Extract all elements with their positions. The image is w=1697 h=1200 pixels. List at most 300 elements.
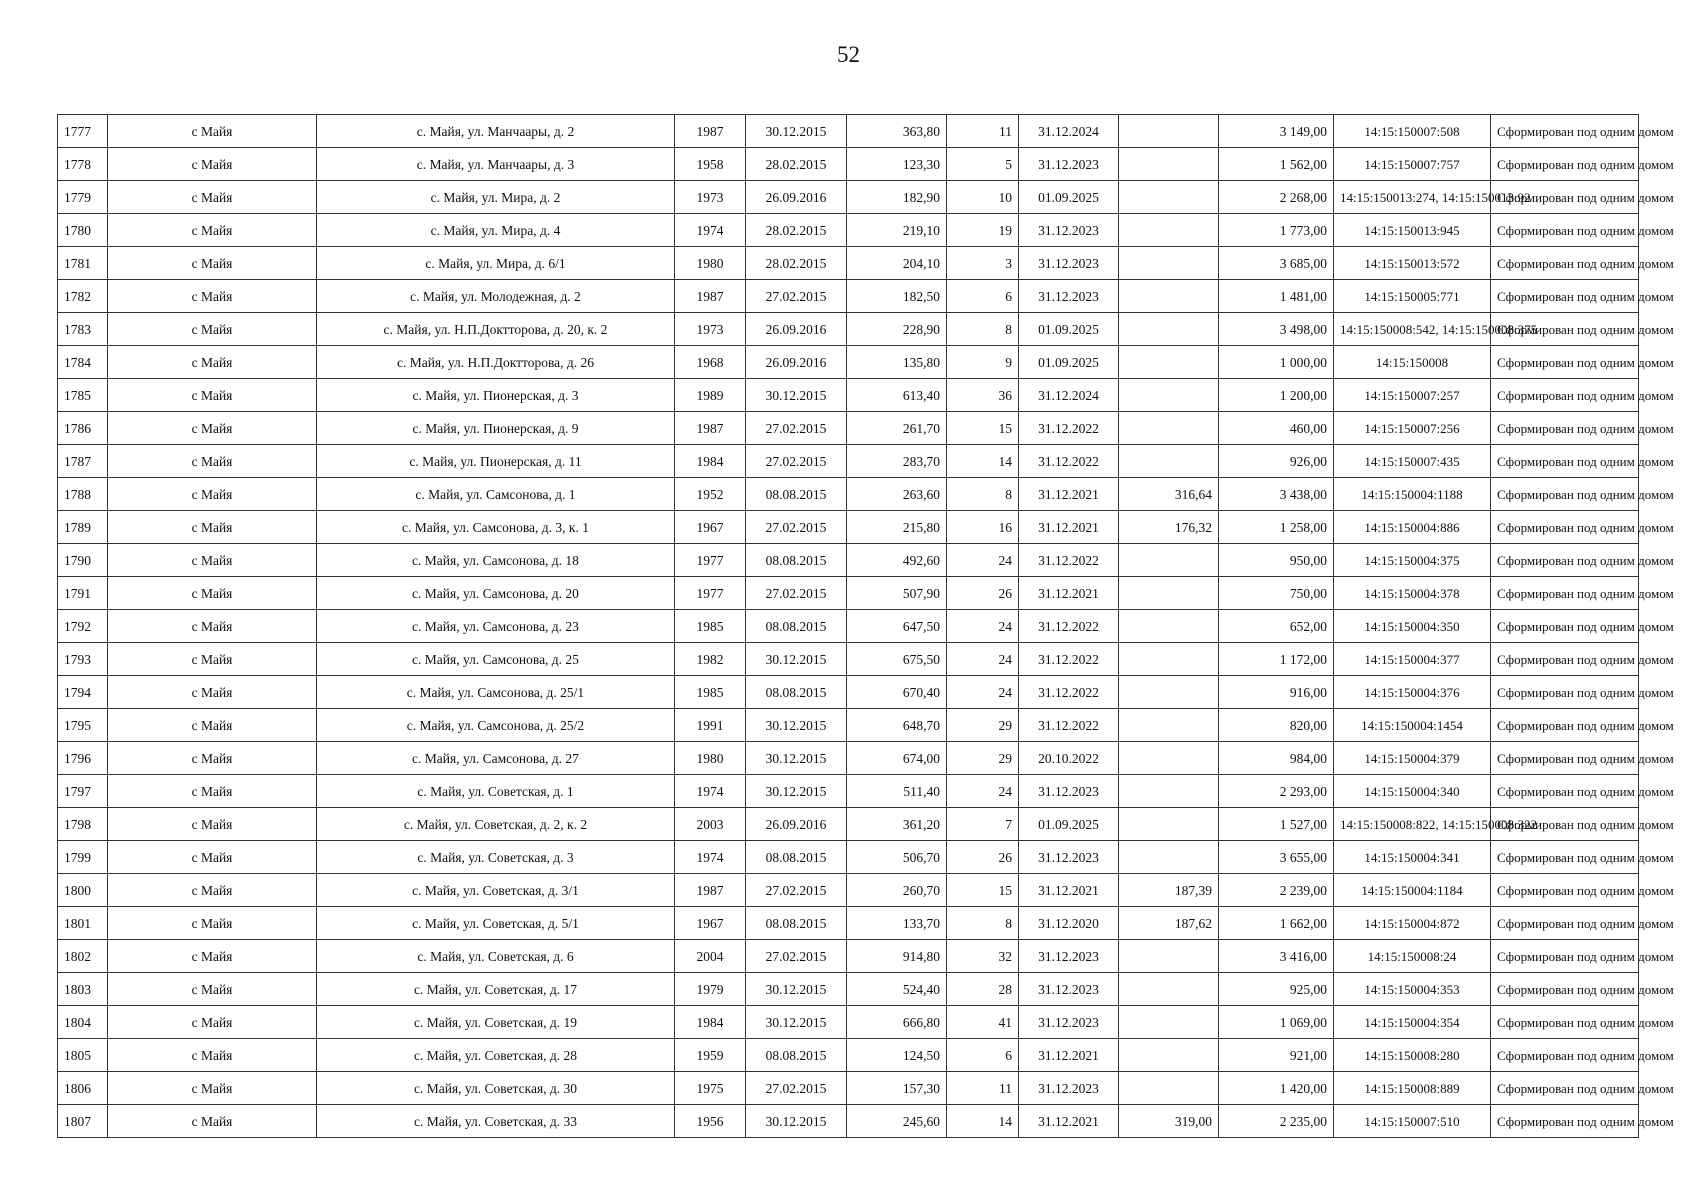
land-area-cell: 1 258,00 (1219, 511, 1334, 544)
residents-cell: 8 (947, 313, 1019, 346)
deadline-date-cell: 31.12.2023 (1019, 148, 1119, 181)
table-row (58, 181, 1639, 214)
land-area-cell: 1 069,00 (1219, 1006, 1334, 1039)
row-number-cell: 1804 (58, 1006, 108, 1039)
inspection-date-cell: 26.09.2016 (746, 313, 847, 346)
residents-cell: 29 (947, 742, 1019, 775)
row-number-cell: 1782 (58, 280, 108, 313)
table-row (58, 379, 1639, 412)
land-area-cell: 652,00 (1219, 610, 1334, 643)
table-row (58, 610, 1639, 643)
status-cell: Сформирован под одним домом (1491, 280, 1639, 313)
residents-cell: 9 (947, 346, 1019, 379)
cadastral-number-cell: 14:15:150007:508 (1334, 115, 1491, 148)
cadastral-number-cell: 14:15:150008:889 (1334, 1072, 1491, 1105)
residents-cell: 8 (947, 907, 1019, 940)
year-built-cell: 2004 (675, 940, 746, 973)
inspection-date-cell: 30.12.2015 (746, 973, 847, 1006)
address-cell: с. Майя, ул. Советская, д. 3 (317, 841, 675, 874)
inspection-date-cell: 30.12.2015 (746, 115, 847, 148)
year-built-cell: 1975 (675, 1072, 746, 1105)
settlement-cell: с Майя (108, 247, 317, 280)
residents-cell: 5 (947, 148, 1019, 181)
land-area-cell: 916,00 (1219, 676, 1334, 709)
table-row (58, 709, 1639, 742)
settlement-cell: с Майя (108, 379, 317, 412)
year-built-cell: 1974 (675, 841, 746, 874)
settlement-cell: с Майя (108, 412, 317, 445)
year-built-cell: 1959 (675, 1039, 746, 1072)
cadastral-number-cell: 14:15:150008:280 (1334, 1039, 1491, 1072)
settlement-cell: с Майя (108, 544, 317, 577)
row-number-cell: 1794 (58, 676, 108, 709)
address-cell: с. Майя, ул. Советская, д. 3/1 (317, 874, 675, 907)
housing-registry-table (57, 114, 1674, 1138)
area-cell: 261,70 (847, 412, 947, 445)
settlement-cell: с Майя (108, 115, 317, 148)
residents-cell: 19 (947, 214, 1019, 247)
inspection-date-cell: 08.08.2015 (746, 478, 847, 511)
address-cell: с. Майя, ул. Советская, д. 6 (317, 940, 675, 973)
cadastral-number-cell: 14:15:150007:257 (1334, 379, 1491, 412)
status-cell: Сформирован под одним домом (1491, 181, 1639, 214)
extra-area-cell (1119, 247, 1219, 280)
table-row (58, 676, 1639, 709)
row-number-cell: 1784 (58, 346, 108, 379)
extra-area-cell: 316,64 (1119, 478, 1219, 511)
cadastral-number-cell: 14:15:150004:377 (1334, 643, 1491, 676)
residents-cell: 24 (947, 544, 1019, 577)
row-number-cell: 1787 (58, 445, 108, 478)
table-row (58, 148, 1639, 181)
residents-cell: 15 (947, 412, 1019, 445)
deadline-date-cell: 31.12.2023 (1019, 1006, 1119, 1039)
extra-area-cell (1119, 379, 1219, 412)
extra-area-cell (1119, 181, 1219, 214)
area-cell: 506,70 (847, 841, 947, 874)
settlement-cell: с Майя (108, 478, 317, 511)
extra-area-cell (1119, 280, 1219, 313)
area-cell: 219,10 (847, 214, 947, 247)
residents-cell: 14 (947, 445, 1019, 478)
deadline-date-cell: 31.12.2022 (1019, 412, 1119, 445)
status-cell: Сформирован под одним домом (1491, 643, 1639, 676)
deadline-date-cell: 31.12.2022 (1019, 445, 1119, 478)
table-row (58, 1105, 1639, 1138)
settlement-cell: с Майя (108, 346, 317, 379)
extra-area-cell (1119, 544, 1219, 577)
land-area-cell: 1 172,00 (1219, 643, 1334, 676)
status-cell: Сформирован под одним домом (1491, 676, 1639, 709)
cadastral-number-cell: 14:15:150004:1184 (1334, 874, 1491, 907)
deadline-date-cell: 31.12.2023 (1019, 973, 1119, 1006)
cadastral-number-cell: 14:15:150004:354 (1334, 1006, 1491, 1039)
settlement-cell: с Майя (108, 643, 317, 676)
row-number-cell: 1781 (58, 247, 108, 280)
table-row (58, 742, 1639, 775)
area-cell: 204,10 (847, 247, 947, 280)
extra-area-cell (1119, 313, 1219, 346)
address-cell: с. Майя, ул. Манчаары, д. 2 (317, 115, 675, 148)
extra-area-cell (1119, 643, 1219, 676)
status-cell: Сформирован под одним домом (1491, 709, 1639, 742)
area-cell: 123,30 (847, 148, 947, 181)
settlement-cell: с Майя (108, 940, 317, 973)
status-cell: Сформирован под одним домом (1491, 940, 1639, 973)
settlement-cell: с Майя (108, 511, 317, 544)
address-cell: с. Майя, ул. Самсонова, д. 27 (317, 742, 675, 775)
row-number-cell: 1807 (58, 1105, 108, 1138)
deadline-date-cell: 31.12.2022 (1019, 544, 1119, 577)
extra-area-cell (1119, 610, 1219, 643)
settlement-cell: с Майя (108, 1105, 317, 1138)
table-row (58, 445, 1639, 478)
land-area-cell: 1 000,00 (1219, 346, 1334, 379)
row-number-cell: 1799 (58, 841, 108, 874)
address-cell: с. Майя, ул. Самсонова, д. 18 (317, 544, 675, 577)
row-number-cell: 1785 (58, 379, 108, 412)
table-row (58, 874, 1639, 907)
deadline-date-cell: 31.12.2023 (1019, 775, 1119, 808)
table-row (58, 511, 1639, 544)
deadline-date-cell: 01.09.2025 (1019, 808, 1119, 841)
row-number-cell: 1798 (58, 808, 108, 841)
deadline-date-cell: 31.12.2021 (1019, 1105, 1119, 1138)
cadastral-number-cell: 14:15:150008 (1334, 346, 1491, 379)
address-cell: с. Майя, ул. Н.П.Доктторова, д. 20, к. 2 (317, 313, 675, 346)
extra-area-cell (1119, 115, 1219, 148)
settlement-cell: с Майя (108, 313, 317, 346)
settlement-cell: с Майя (108, 775, 317, 808)
year-built-cell: 1967 (675, 511, 746, 544)
settlement-cell: с Майя (108, 808, 317, 841)
area-cell: 260,70 (847, 874, 947, 907)
area-cell: 215,80 (847, 511, 947, 544)
land-area-cell: 3 416,00 (1219, 940, 1334, 973)
land-area-cell: 984,00 (1219, 742, 1334, 775)
status-cell: Сформирован под одним домом (1491, 1105, 1639, 1138)
row-number-cell: 1780 (58, 214, 108, 247)
table-row (58, 214, 1639, 247)
address-cell: с. Майя, ул. Советская, д. 2, к. 2 (317, 808, 675, 841)
year-built-cell: 1987 (675, 115, 746, 148)
land-area-cell: 925,00 (1219, 973, 1334, 1006)
area-cell: 648,70 (847, 709, 947, 742)
settlement-cell: с Майя (108, 280, 317, 313)
address-cell: с. Майя, ул. Молодежная, д. 2 (317, 280, 675, 313)
cadastral-number-cell: 14:15:150007:510 (1334, 1105, 1491, 1138)
residents-cell: 32 (947, 940, 1019, 973)
year-built-cell: 1956 (675, 1105, 746, 1138)
deadline-date-cell: 01.09.2025 (1019, 181, 1119, 214)
land-area-cell: 2 235,00 (1219, 1105, 1334, 1138)
land-area-cell: 1 200,00 (1219, 379, 1334, 412)
deadline-date-cell: 01.09.2025 (1019, 313, 1119, 346)
status-cell: Сформирован под одним домом (1491, 313, 1639, 346)
table-row (58, 973, 1639, 1006)
row-number-cell: 1779 (58, 181, 108, 214)
year-built-cell: 1987 (675, 874, 746, 907)
land-area-cell: 1 527,00 (1219, 808, 1334, 841)
table-row (58, 313, 1639, 346)
extra-area-cell (1119, 676, 1219, 709)
year-built-cell: 1968 (675, 346, 746, 379)
extra-area-cell (1119, 1072, 1219, 1105)
table-row (58, 115, 1639, 148)
deadline-date-cell: 31.12.2022 (1019, 676, 1119, 709)
status-cell: Сформирован под одним домом (1491, 907, 1639, 940)
residents-cell: 24 (947, 610, 1019, 643)
row-number-cell: 1791 (58, 577, 108, 610)
row-number-cell: 1777 (58, 115, 108, 148)
extra-area-cell (1119, 445, 1219, 478)
inspection-date-cell: 08.08.2015 (746, 676, 847, 709)
status-cell: Сформирован под одним домом (1491, 445, 1639, 478)
inspection-date-cell: 27.02.2015 (746, 577, 847, 610)
deadline-date-cell: 31.12.2021 (1019, 478, 1119, 511)
deadline-date-cell: 31.12.2020 (1019, 907, 1119, 940)
year-built-cell: 1987 (675, 412, 746, 445)
settlement-cell: с Майя (108, 1072, 317, 1105)
status-cell: Сформирован под одним домом (1491, 973, 1639, 1006)
cadastral-number-cell: 14:15:150004:340 (1334, 775, 1491, 808)
inspection-date-cell: 08.08.2015 (746, 841, 847, 874)
settlement-cell: с Майя (108, 1006, 317, 1039)
status-cell: Сформирован под одним домом (1491, 214, 1639, 247)
deadline-date-cell: 31.12.2024 (1019, 115, 1119, 148)
cadastral-number-cell: 14:15:150004:376 (1334, 676, 1491, 709)
address-cell: с. Майя, ул. Манчаары, д. 3 (317, 148, 675, 181)
table-body (58, 115, 1674, 1138)
cadastral-number-cell: 14:15:150005:771 (1334, 280, 1491, 313)
row-number-cell: 1806 (58, 1072, 108, 1105)
inspection-date-cell: 30.12.2015 (746, 1105, 847, 1138)
inspection-date-cell: 30.12.2015 (746, 742, 847, 775)
area-cell: 124,50 (847, 1039, 947, 1072)
status-cell: Сформирован под одним домом (1491, 511, 1639, 544)
deadline-date-cell: 31.12.2023 (1019, 841, 1119, 874)
extra-area-cell: 319,00 (1119, 1105, 1219, 1138)
residents-cell: 16 (947, 511, 1019, 544)
settlement-cell: с Майя (108, 577, 317, 610)
area-cell: 363,80 (847, 115, 947, 148)
status-cell: Сформирован под одним домом (1491, 874, 1639, 907)
row-number-cell: 1797 (58, 775, 108, 808)
address-cell: с. Майя, ул. Советская, д. 30 (317, 1072, 675, 1105)
area-cell: 182,90 (847, 181, 947, 214)
area-cell: 511,40 (847, 775, 947, 808)
status-cell: Сформирован под одним домом (1491, 742, 1639, 775)
year-built-cell: 1952 (675, 478, 746, 511)
year-built-cell: 1977 (675, 544, 746, 577)
table-row (58, 577, 1639, 610)
table-row (58, 940, 1639, 973)
address-cell: с. Майя, ул. Пионерская, д. 3 (317, 379, 675, 412)
settlement-cell: с Майя (108, 214, 317, 247)
row-number-cell: 1793 (58, 643, 108, 676)
inspection-date-cell: 08.08.2015 (746, 1039, 847, 1072)
land-area-cell: 921,00 (1219, 1039, 1334, 1072)
area-cell: 674,00 (847, 742, 947, 775)
status-cell: Сформирован под одним домом (1491, 1039, 1639, 1072)
inspection-date-cell: 08.08.2015 (746, 610, 847, 643)
inspection-date-cell: 30.12.2015 (746, 1006, 847, 1039)
residents-cell: 3 (947, 247, 1019, 280)
land-area-cell: 3 685,00 (1219, 247, 1334, 280)
address-cell: с. Майя, ул. Мира, д. 2 (317, 181, 675, 214)
status-cell: Сформирован под одним домом (1491, 478, 1639, 511)
inspection-date-cell: 27.02.2015 (746, 412, 847, 445)
row-number-cell: 1790 (58, 544, 108, 577)
year-built-cell: 1984 (675, 445, 746, 478)
residents-cell: 11 (947, 115, 1019, 148)
row-number-cell: 1802 (58, 940, 108, 973)
land-area-cell: 2 239,00 (1219, 874, 1334, 907)
cadastral-number-cell: 14:15:150013:274, 14:15:150013:92 (1334, 181, 1491, 214)
area-cell: 182,50 (847, 280, 947, 313)
address-cell: с. Майя, ул. Советская, д. 1 (317, 775, 675, 808)
area-cell: 670,40 (847, 676, 947, 709)
status-cell: Сформирован под одним домом (1491, 577, 1639, 610)
land-area-cell: 1 420,00 (1219, 1072, 1334, 1105)
deadline-date-cell: 31.12.2022 (1019, 610, 1119, 643)
status-cell: Сформирован под одним домом (1491, 610, 1639, 643)
cadastral-number-cell: 14:15:150004:1454 (1334, 709, 1491, 742)
cadastral-number-cell: 14:15:150004:378 (1334, 577, 1491, 610)
inspection-date-cell: 28.02.2015 (746, 148, 847, 181)
status-cell: Сформирован под одним домом (1491, 1072, 1639, 1105)
deadline-date-cell: 31.12.2023 (1019, 247, 1119, 280)
year-built-cell: 1974 (675, 214, 746, 247)
settlement-cell: с Майя (108, 742, 317, 775)
land-area-cell: 820,00 (1219, 709, 1334, 742)
status-cell: Сформирован под одним домом (1491, 544, 1639, 577)
extra-area-cell (1119, 214, 1219, 247)
residents-cell: 24 (947, 676, 1019, 709)
address-cell: с. Майя, ул. Самсонова, д. 25 (317, 643, 675, 676)
table-row (58, 1006, 1639, 1039)
year-built-cell: 1973 (675, 181, 746, 214)
extra-area-cell (1119, 808, 1219, 841)
extra-area-cell (1119, 148, 1219, 181)
address-cell: с. Майя, ул. Советская, д. 33 (317, 1105, 675, 1138)
cadastral-number-cell: 14:15:150004:379 (1334, 742, 1491, 775)
extra-area-cell (1119, 775, 1219, 808)
residents-cell: 6 (947, 280, 1019, 313)
inspection-date-cell: 27.02.2015 (746, 940, 847, 973)
inspection-date-cell: 30.12.2015 (746, 709, 847, 742)
address-cell: с. Майя, ул. Самсонова, д. 23 (317, 610, 675, 643)
area-cell: 613,40 (847, 379, 947, 412)
address-cell: с. Майя, ул. Самсонова, д. 25/2 (317, 709, 675, 742)
table-row (58, 775, 1639, 808)
year-built-cell: 1989 (675, 379, 746, 412)
land-area-cell: 2 293,00 (1219, 775, 1334, 808)
status-cell: Сформирован под одним домом (1491, 148, 1639, 181)
land-area-cell: 926,00 (1219, 445, 1334, 478)
address-cell: с. Майя, ул. Самсонова, д. 20 (317, 577, 675, 610)
table-row (58, 478, 1639, 511)
settlement-cell: с Майя (108, 445, 317, 478)
land-area-cell: 1 773,00 (1219, 214, 1334, 247)
inspection-date-cell: 27.02.2015 (746, 511, 847, 544)
settlement-cell: с Майя (108, 907, 317, 940)
cadastral-number-cell: 14:15:150013:945 (1334, 214, 1491, 247)
table-row (58, 1039, 1639, 1072)
extra-area-cell (1119, 940, 1219, 973)
address-cell: с. Майя, ул. Пионерская, д. 9 (317, 412, 675, 445)
extra-area-cell (1119, 346, 1219, 379)
extra-area-cell (1119, 973, 1219, 1006)
inspection-date-cell: 26.09.2016 (746, 346, 847, 379)
table-row (58, 808, 1639, 841)
status-cell: Сформирован под одним домом (1491, 808, 1639, 841)
row-number-cell: 1792 (58, 610, 108, 643)
area-cell: 914,80 (847, 940, 947, 973)
extra-area-cell (1119, 577, 1219, 610)
residents-cell: 36 (947, 379, 1019, 412)
settlement-cell: с Майя (108, 181, 317, 214)
cadastral-number-cell: 14:15:150004:872 (1334, 907, 1491, 940)
deadline-date-cell: 31.12.2023 (1019, 214, 1119, 247)
year-built-cell: 1985 (675, 676, 746, 709)
deadline-date-cell: 31.12.2022 (1019, 709, 1119, 742)
land-area-cell: 3 655,00 (1219, 841, 1334, 874)
inspection-date-cell: 08.08.2015 (746, 907, 847, 940)
extra-area-cell (1119, 709, 1219, 742)
area-cell: 524,40 (847, 973, 947, 1006)
deadline-date-cell: 31.12.2021 (1019, 511, 1119, 544)
year-built-cell: 1985 (675, 610, 746, 643)
area-cell: 283,70 (847, 445, 947, 478)
inspection-date-cell: 27.02.2015 (746, 1072, 847, 1105)
area-cell: 666,80 (847, 1006, 947, 1039)
residents-cell: 28 (947, 973, 1019, 1006)
row-number-cell: 1796 (58, 742, 108, 775)
status-cell: Сформирован под одним домом (1491, 412, 1639, 445)
year-built-cell: 1982 (675, 643, 746, 676)
status-cell: Сформирован под одним домом (1491, 1006, 1639, 1039)
year-built-cell: 2003 (675, 808, 746, 841)
row-number-cell: 1789 (58, 511, 108, 544)
residents-cell: 24 (947, 775, 1019, 808)
extra-area-cell (1119, 1039, 1219, 1072)
settlement-cell: с Майя (108, 709, 317, 742)
inspection-date-cell: 27.02.2015 (746, 874, 847, 907)
extra-area-cell: 176,32 (1119, 511, 1219, 544)
address-cell: с. Майя, ул. Советская, д. 5/1 (317, 907, 675, 940)
row-number-cell: 1788 (58, 478, 108, 511)
settlement-cell: с Майя (108, 1039, 317, 1072)
status-cell: Сформирован под одним домом (1491, 346, 1639, 379)
extra-area-cell (1119, 841, 1219, 874)
status-cell: Сформирован под одним домом (1491, 247, 1639, 280)
page-number: 52 (837, 42, 860, 67)
address-cell: с. Майя, ул. Самсонова, д. 25/1 (317, 676, 675, 709)
area-cell: 263,60 (847, 478, 947, 511)
address-cell: с. Майя, ул. Мира, д. 6/1 (317, 247, 675, 280)
land-area-cell: 1 481,00 (1219, 280, 1334, 313)
deadline-date-cell: 31.12.2021 (1019, 1039, 1119, 1072)
area-cell: 675,50 (847, 643, 947, 676)
residents-cell: 26 (947, 577, 1019, 610)
area-cell: 245,60 (847, 1105, 947, 1138)
status-cell: Сформирован под одним домом (1491, 379, 1639, 412)
address-cell: с. Майя, ул. Самсонова, д. 1 (317, 478, 675, 511)
year-built-cell: 1991 (675, 709, 746, 742)
deadline-date-cell: 31.12.2024 (1019, 379, 1119, 412)
residents-cell: 14 (947, 1105, 1019, 1138)
